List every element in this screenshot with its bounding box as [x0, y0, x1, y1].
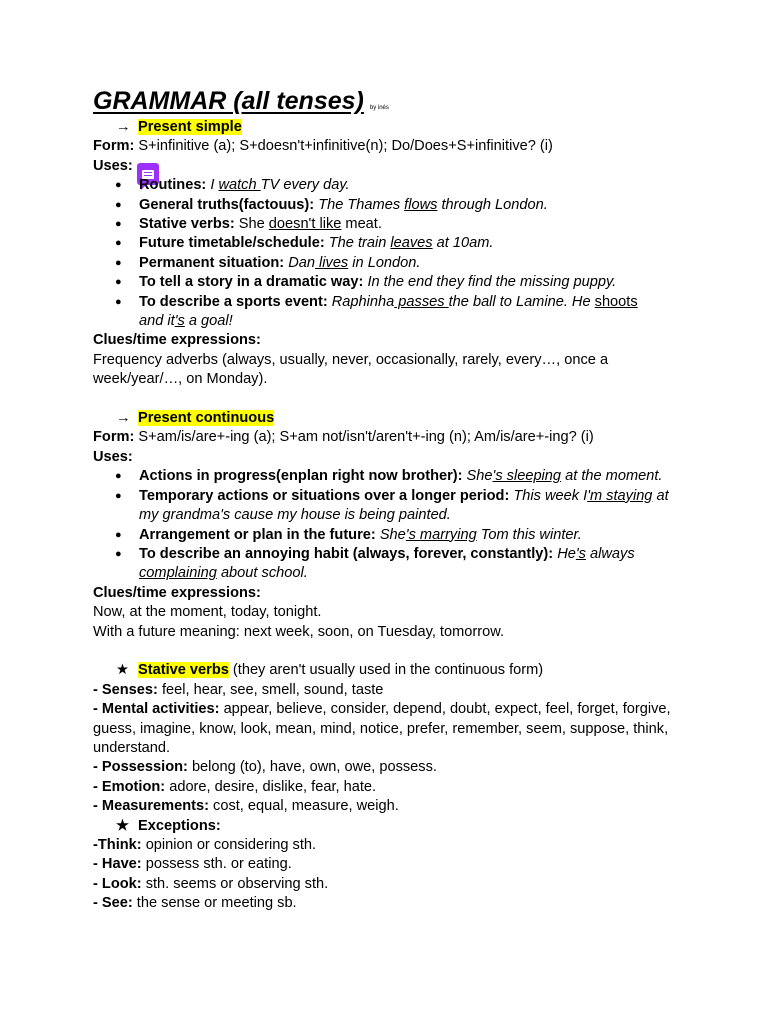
list-item: ● Actions in progress(enplan right now brother): She's sleeping at the moment.	[93, 467, 683, 486]
present-simple-clues-text: Frequency adverbs (always, usually, never, occasionally, rarely, every…, once a week/year/…, on Monday).	[93, 351, 609, 388]
list-item: ● General truths(factouus): The Thames flows through London.	[93, 196, 683, 215]
star-icon: ★	[116, 817, 130, 834]
stative-mental: - Mental activities: appear, believe, consider, depend, doubt, expect, feel, forget, forgive, guess, imagine, know, look, mean, mind, notice, prefer, remember, seem, suppose, think, understand.	[93, 701, 671, 756]
present-continuous-clues-label: Clues/time expressions:	[93, 584, 261, 601]
list-item: ● To tell a story in a dramatic way: In the end they find the missing puppy.	[93, 273, 683, 292]
present-continuous-uses-label: Uses:	[93, 448, 133, 465]
document-page	[93, 84, 683, 914]
present-continuous-clues-line2: With a future meaning: next week, soon, on Tuesday, tomorrow.	[93, 623, 504, 640]
byline: by inés	[369, 105, 389, 111]
present-continuous-heading: → Present continuous	[93, 409, 683, 428]
list-item: ● To describe an annoying habit (always, forever, constantly): He's always complaining about school.	[93, 545, 683, 584]
list-item: ● Arrangement or plan in the future: She's marrying Tom this winter.	[93, 526, 683, 545]
stative-emotion: - Emotion: adore, desire, dislike, fear, hate.	[93, 778, 377, 795]
present-simple-form: Form: S+infinitive (a); S+doesn't+infinitive(n); Do/Does+S+infinitive? (i)	[93, 138, 553, 155]
list-item: ● Routines: I watch TV every day.	[93, 176, 683, 195]
present-simple-heading: → Present simple	[93, 118, 683, 137]
present-continuous-clues-line1: Now, at the moment, today, tonight.	[93, 604, 322, 621]
present-continuous-form: Form: S+am/is/are+-ing (a); S+am not/isn't/aren't+-ing (n); Am/is/are+-ing? (i)	[93, 429, 594, 446]
list-item: ● Temporary actions or situations over a longer period: This week I'm staying at my grandma's cause my house is being painted.	[93, 487, 683, 526]
list-item: ● To describe a sports event: Raphinha passes the ball to Lamine. He shoots and it's a goal!	[93, 293, 683, 332]
arrow-icon: →	[116, 410, 131, 427]
exception-think: -Think: opinion or considering sth.	[93, 837, 317, 853]
stative-senses: - Senses: feel, hear, see, smell, sound, taste	[93, 681, 384, 698]
present-simple-uses-list	[93, 176, 683, 331]
stative-measurements: - Measurements: cost, equal, measure, weigh.	[93, 798, 399, 815]
present-simple-clues-label: Clues/time expressions:	[93, 332, 261, 349]
exception-look: - Look: sth. seems or observing sth.	[93, 875, 329, 892]
list-item: ● Future timetable/schedule: The train leaves at 10am.	[93, 234, 683, 253]
title-row	[93, 84, 683, 118]
stative-possession: - Possession: belong (to), have, own, owe, possess.	[93, 759, 437, 776]
star-icon: ★	[116, 662, 130, 679]
arrow-icon: →	[116, 119, 131, 135]
stative-verbs-heading: ★ Stative verbs (they aren't usually used in the continuous form)	[93, 661, 683, 680]
page-title: GRAMMAR (all tenses)	[93, 87, 364, 115]
exceptions-heading: ★ Exceptions:	[93, 817, 683, 836]
exception-see: - See: the sense or meeting sb.	[93, 895, 297, 912]
list-item: ● Permanent situation: Dan lives in London.	[93, 254, 683, 273]
exception-have: - Have: possess sth. or eating.	[93, 856, 292, 873]
list-item: ● Stative verbs: She doesn't like meat.	[93, 215, 683, 234]
present-continuous-uses-list	[93, 467, 683, 583]
present-simple-uses-label: Uses:	[93, 157, 133, 174]
